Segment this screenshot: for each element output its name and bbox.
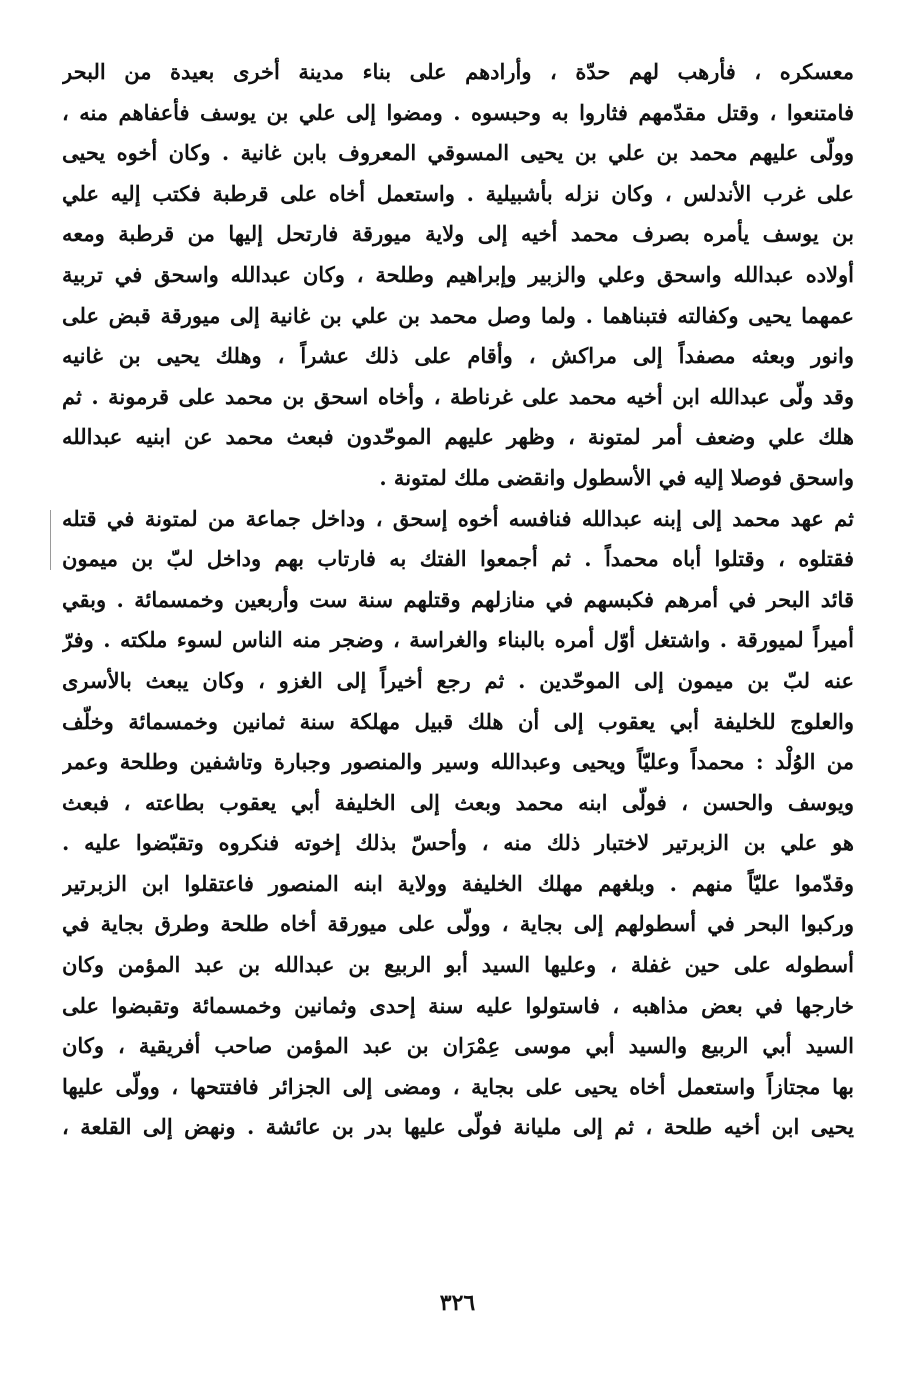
- text-line: ثم عهد محمد إلى إبنه عبدالله فنافسه أخوه إسحق ، وداخل جماعة من لمتونة في قتله: [62, 505, 854, 531]
- text-line: قائد البحر في أمرهم فكبسهم في منازلهم وقتلهم سنة ست وأربعين وخمسمائة . وبقي: [62, 586, 854, 612]
- text-line: على غرب الأندلس ، وكان نزله بأشبيلية . واستعمل أخاه على قرطبة فكتب إليه علي: [62, 180, 854, 206]
- text-line: هو علي بن الزبرتير لاختبار ذلك منه ، وأحسّ بذلك إخوته فنكروه وتقبّضوا عليه .: [62, 830, 854, 856]
- text-line: هلك علي وضعف أمر لمتونة ، وظهر عليهم الموحّدون فبعث محمد عن ابنيه عبدالله: [62, 424, 854, 450]
- text-line: السيد أبي الربيع والسيد أبي موسى عِمْرَان بن عبد المؤمن صاحب أفريقية ، وكان: [62, 1033, 854, 1059]
- text-line: بها مجتازاً واستعمل أخاه يحيى على بجاية ، ومضى إلى الجزائر فافتتحها ، وولّى عليها: [62, 1073, 854, 1099]
- text-line: أسطوله على حين غفلة ، وعليها السيد أبو الربيع بن عبدالله بن عبد المؤمن وكان: [62, 952, 854, 978]
- text-line: وقد ولّى عبدالله ابن أخيه محمد على غرناطة ، وأخاه اسحق بن محمد على قرمونة . ثم: [62, 383, 854, 409]
- text-line: فقتلوه ، وقتلوا أباه محمداً . ثم أجمعوا الفتك به فارتاب بهم وداخل لبّ بن ميمون: [62, 546, 854, 572]
- body-text: [62, 52, 854, 1148]
- text-line: وولّى عليهم محمد بن علي بن يحيى المسوقي المعروف بابن غانية . وكان أخوه يحيى: [62, 140, 854, 166]
- margin-mark: [50, 510, 51, 570]
- text-line: خارجها في بعض مذاهبه ، فاستولوا عليه سنة إحدى وثمانين وخمسمائة وتقبضوا على: [62, 992, 854, 1018]
- text-line: يحيى ابن أخيه طلحة ، ثم إلى مليانة فولّى عليها بدر بن عائشة . ونهض إلى القلعة ،: [62, 1114, 854, 1140]
- paragraph-end-line: واسحق فوصلا إليه في الأسطول وانقضى ملك لمتونة .: [379, 464, 854, 490]
- text-line: أميراً لميورقة . واشتغل أوّل أمره بالبناء والغراسة ، وضجر منه الناس لسوء ملكته . وفرّ: [62, 627, 854, 653]
- page-number: ٣٢٦: [439, 1290, 476, 1316]
- text-line: عمهما يحيى وكفالته فتبناهما . ولما وصل محمد بن علي بن غانية إلى ميورقة قبض على: [62, 302, 854, 328]
- text-line: فامتنعوا ، وقتل مقدّمهم فثاروا به وحبسوه . ومضوا إلى علي بن يوسف فأعفاهم منه ،: [62, 99, 854, 125]
- text-line: والعلوج للخليفة أبي يعقوب إلى أن هلك قبيل مهلكة سنة ثمانين وخمسمائة وخلّف: [62, 708, 854, 734]
- text-line: أولاده عبدالله واسحق وعلي والزبير وإبراهيم وطلحة ، وكان عبدالله واسحق في تربية: [62, 261, 854, 287]
- text-line: وانور وبعثه مصفداً إلى مراكش ، وأقام على ذلك عشراً ، وهلك يحيى بن غانيه: [62, 343, 854, 369]
- text-line: وركبوا البحر في أسطولهم إلى بجاية ، وولّى على ميورقة أخاه طلحة وطرق بجاية في: [62, 911, 854, 937]
- text-line: عنه لبّ بن ميمون إلى الموحّدين . ثم رجع أخيراً إلى الغزو ، وكان يبعث بالأسرى: [62, 667, 854, 693]
- text-line: بن يوسف يأمره بصرف محمد أخيه إلى ولاية ميورقة فارتحل إليها من قرطبة ومعه: [62, 221, 854, 247]
- text-line: ويوسف والحسن ، فولّى ابنه محمد وبعث إلى الخليفة أبي يعقوب بطاعته ، فبعث: [62, 789, 854, 815]
- text-line: وقدّموا عليّاً منهم . وبلغهم مهلك الخليفة وولاية ابنه المنصور فاعتقلوا ابن الزبرتير: [62, 870, 854, 896]
- text-line: معسكره ، فأرهب لهم حدّة ، وأرادهم على بناء مدينة أخرى بعيدة من البحر: [62, 59, 854, 84]
- text-line: من الوُلْد : محمداً وعليّاً ويحيى وعبدالله وسير والمنصور وجبارة وتاشفين وطلحة وعمر: [62, 749, 854, 775]
